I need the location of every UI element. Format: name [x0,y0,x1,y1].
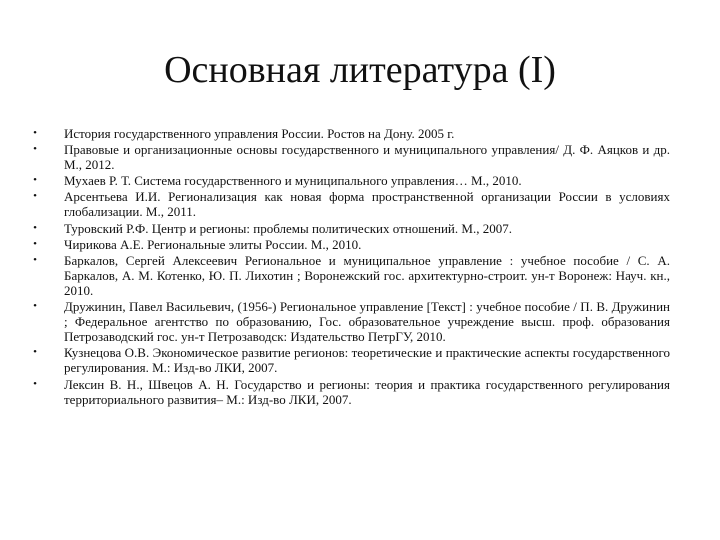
reference-item [30,173,670,188]
bullet-icon: • [33,143,37,156]
reference-text: История государственного управления России. Ростов на Дону. 2005 г. [64,126,455,141]
reference-text: Арсентьева И.И. Регионализация как новая форма пространственной организации России в условиях глобализации. М., 2011. [64,189,670,220]
reference-text: Кузнецова О.В. Экономическое развитие регионов: теоретические и практические аспекты государственного регулирования. М.: Изд-во ЛКИ, 2007. [64,345,670,376]
bullet-icon: • [33,127,37,139]
reference-item [30,142,670,172]
bullet-icon: • [33,237,37,250]
reference-text: Баркалов, Сергей Алексеевич Региональное и муниципальное управление : учебное пособие / С. А. Баркалов, А. М. Котенко, Ю. П. Лихотин ; Воронежский гос. архитектурно-строит. ун-т Воронеж: Науч. кн., 2010. [64,252,670,298]
reference-text: Правовые и организационные основы государственного и муниципального управления/ Д. Ф. Аяцков и др. М., 2012. [64,142,670,173]
reference-text: Чирикова А.Е. Региональные элиты России. М., 2010. [64,236,362,252]
reference-item [30,189,670,219]
bullet-icon: • [33,300,37,313]
bullet-icon: • [33,174,37,187]
reference-item [30,221,670,236]
bullet-icon: • [33,253,37,266]
reference-item [30,237,670,252]
bullet-icon: • [33,346,37,359]
bullet-icon: • [33,221,37,234]
reference-text: Туровский Р.Ф. Центр и регионы: проблемы политических отношений. М., 2007. [64,220,512,236]
reference-text: Лексин В. Н., Швецов А. Н. Государство и регионы: теория и практика государственного регулирования территориального развития– М.: Изд-во ЛКИ, 2007. [64,376,670,407]
bullet-icon: • [33,377,37,390]
reference-text: Дружинин, Павел Васильевич, (1956-) Региональное управление [Текст] : учебное пособие / П. В. Дружинин ; Федеральное агентство по образованию, Гос. образовательное учреждение высш. проф. образования Петрозаводский гос. ун-т Петрозаводск: Издательство ПетрГУ, 2010. [64,299,670,345]
reference-item [30,377,670,407]
reference-item [30,253,670,298]
reference-item [30,299,670,344]
reference-item [30,345,670,375]
bullet-icon: • [33,190,37,203]
reference-list [30,126,670,408]
reference-text: Мухаев Р. Т. Система государственного и муниципального управления… М., 2010. [64,173,522,189]
reference-item [30,126,670,141]
slide-title: Основная литература (I) [164,49,556,91]
